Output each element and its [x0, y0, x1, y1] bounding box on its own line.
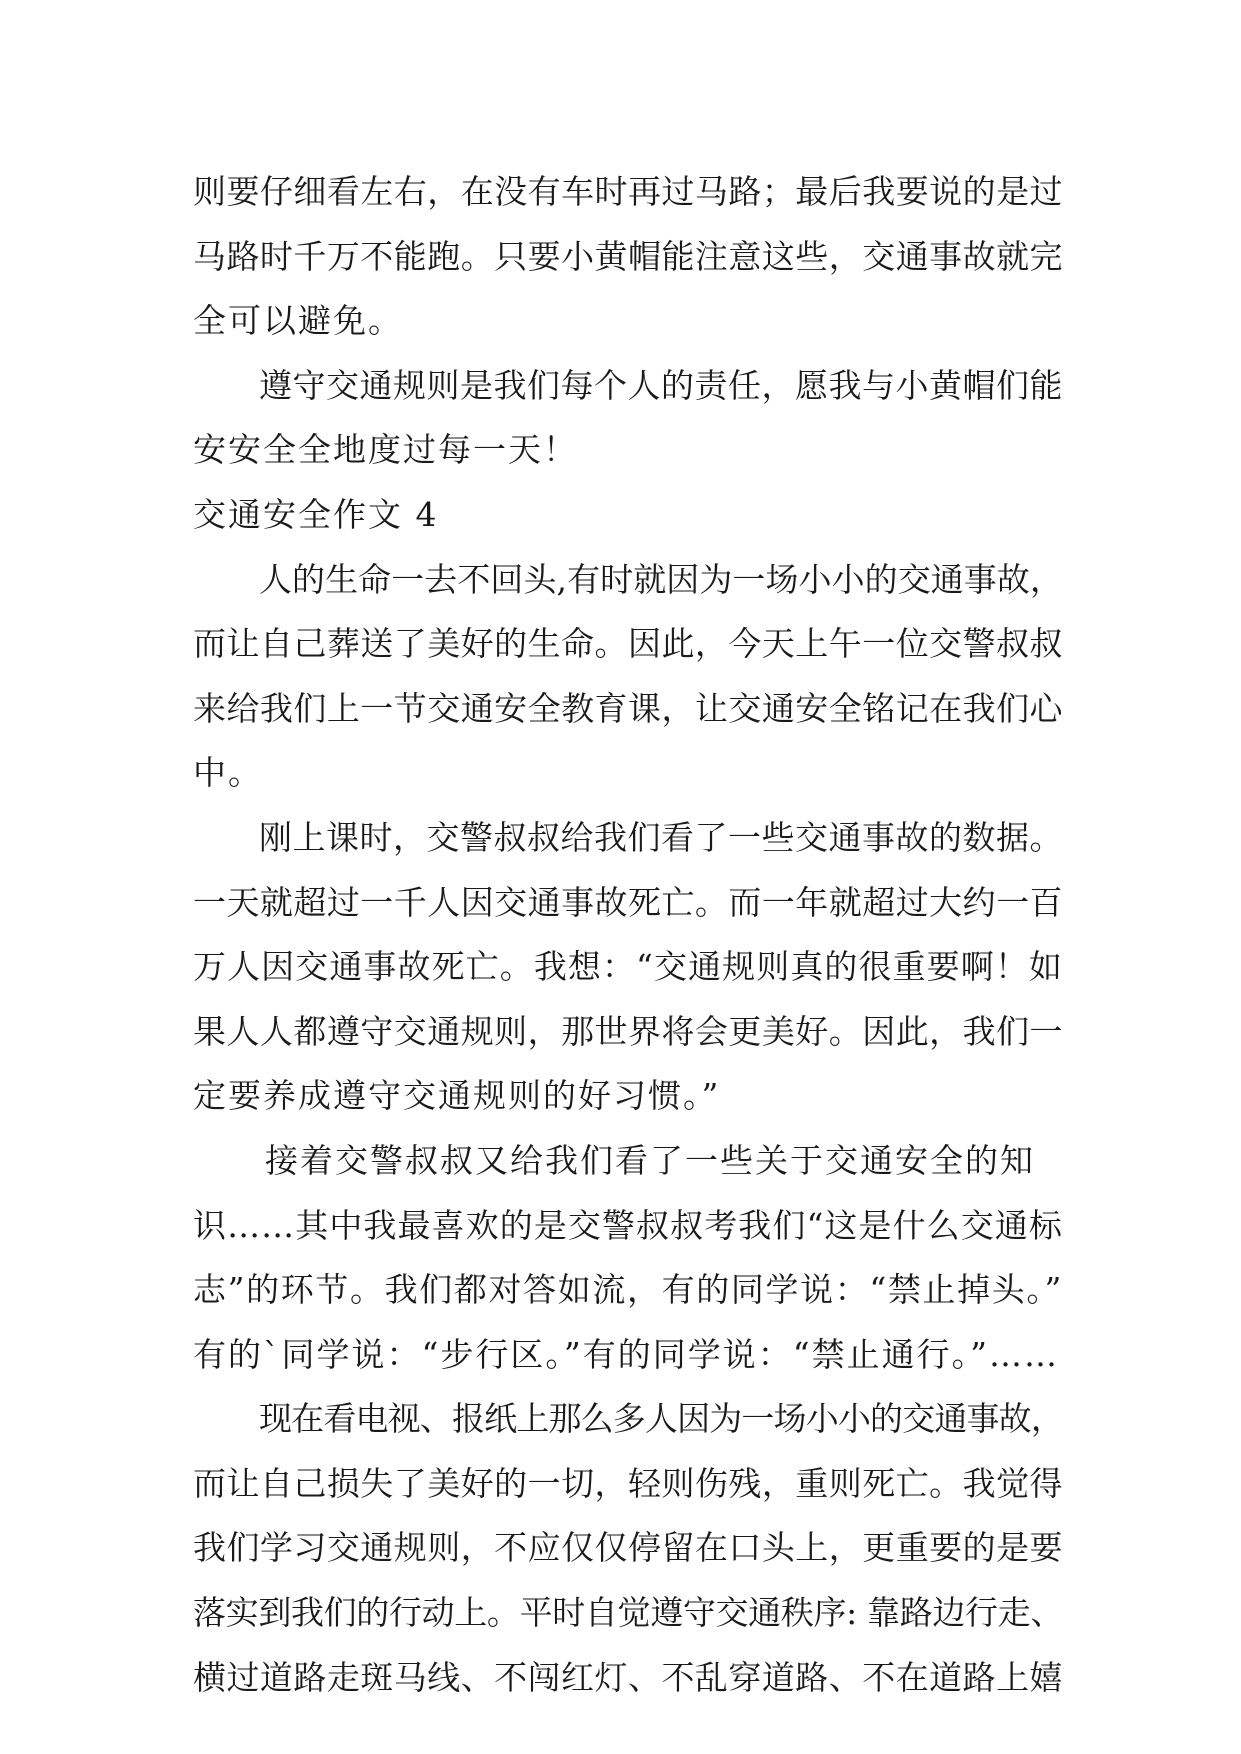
text-line: 万人因交通事故死亡。我想：“交通规则真的很重要啊！如: [193, 947, 1063, 987]
paragraph-start-line: 遵守交通规则是我们每个人的责任，愿我与小黄帽们能: [259, 365, 1063, 405]
text-line: 一天就超过一千人因交通事故死亡。而一年就超过大约一百: [193, 882, 1063, 922]
section-heading: 交通安全作文 4: [193, 494, 439, 534]
document-body: [193, 160, 1064, 1710]
text-line: 志”的环节。我们都对答如流，有的同学说：“禁止掉头。”: [193, 1270, 1063, 1310]
text-line: 横过道路走斑马线、不闯红灯、不乱穿道路、不在道路上嬉: [193, 1657, 1063, 1697]
paragraph-start-line: 现在看电视、报纸上那么多人因为一场小小的交通事故，: [259, 1399, 1064, 1439]
text-line: 全可以避免。: [193, 301, 403, 341]
text-line: 安安全全地度过每一天！: [193, 430, 578, 470]
text-line: 定要养成遵守交通规则的好习惯。”: [193, 1076, 721, 1116]
paragraph-start-line: 刚上课时，交警叔叔给我们看了一些交通事故的数据。: [259, 817, 1063, 857]
paragraph-start-line: 接着交警叔叔又给我们看了一些关于交通安全的知: [265, 1140, 1035, 1180]
text-line: 来给我们上一节交通安全教育课，让交通安全铭记在我们心: [193, 688, 1063, 728]
text-line: 落实到我们的行动上。平时自觉遵守交通秩序: 靠路边行走、: [193, 1593, 1063, 1633]
text-line: 果人人都遵守交通规则，那世界将会更美好。因此，我们一: [193, 1011, 1063, 1051]
text-line: 而让自己葬送了美好的生命。因此，今天上午一位交警叔叔: [193, 624, 1063, 664]
text-line: 而让自己损失了美好的一切，轻则伤残，重则死亡。我觉得: [193, 1463, 1063, 1503]
text-line: 我们学习交通规则，不应仅仅停留在口头上，更重要的是要: [193, 1528, 1063, 1568]
text-line: 马路时千万不能跑。只要小黄帽能注意这些，交通事故就完: [193, 236, 1063, 276]
paragraph-start-line: 人的生命一去不回头,有时就因为一场小小的交通事故，: [259, 559, 1063, 599]
text-line: 有的`同学说：“步行区。”有的同学说：“禁止通行。”……: [193, 1334, 1059, 1374]
text-line: 识……其中我最喜欢的是交警叔叔考我们“这是什么交通标: [193, 1205, 1063, 1245]
text-line: 中。: [193, 753, 263, 793]
text-line: 则要仔细看左右，在没有车时再过马路；最后我要说的是过: [193, 172, 1063, 211]
